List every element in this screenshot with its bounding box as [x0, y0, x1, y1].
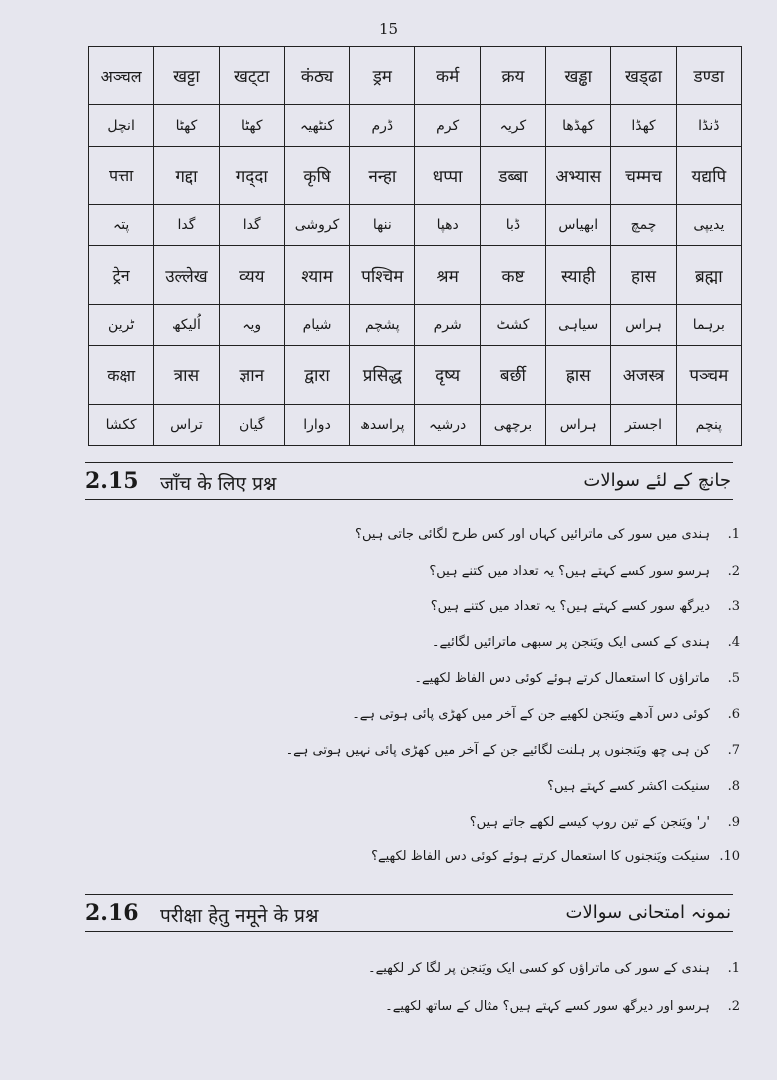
- section-number: 2.16: [85, 900, 139, 926]
- question-item: .5 ماتراؤں کا استعمال کرتے ہوئے کوئی دس الفاظ لکھیے۔: [414, 671, 740, 686]
- question-item: .10 سنیکت ویَنجنوں کا استعمال کرتے ہوئے کوئی دس الفاظ لکھیے؟: [371, 849, 740, 864]
- table-row: [89, 346, 742, 404]
- hindi-word-cell: डण्डा: [676, 47, 741, 105]
- urdu-word-cell: کرم: [415, 105, 480, 146]
- hindi-word-cell: ड्रम: [350, 47, 415, 105]
- urdu-word-cell: چمچ: [611, 205, 676, 246]
- urdu-word-cell: ڈنڈا: [676, 105, 741, 146]
- urdu-word-cell: ہراس: [611, 304, 676, 345]
- urdu-word-cell: گدا: [219, 205, 284, 246]
- urdu-word-cell: برہما: [676, 304, 741, 345]
- hindi-word-cell: पञ्चम: [676, 346, 741, 404]
- question-item: .1 ہندی کے سور کی ماتراؤں کو کسی ایک ویَنجن پر لگا کر لکھیے۔: [367, 961, 740, 976]
- hindi-word-cell: दृष्य: [415, 346, 480, 404]
- hindi-word-cell: यद्यपि: [676, 146, 741, 204]
- section-title-hindi: जाँच के लिए प्रश्न: [160, 473, 277, 495]
- hindi-word-cell: धप्पा: [415, 146, 480, 204]
- urdu-word-cell: ٹرین: [89, 304, 154, 345]
- hindi-word-cell: कक्षा: [89, 346, 154, 404]
- urdu-word-cell: ہراس: [546, 404, 611, 445]
- hindi-word-cell: व्यय: [219, 246, 284, 304]
- section-header-2-15: [85, 462, 733, 500]
- section-title-urdu: نمونہ امتحانی سوالات: [565, 902, 731, 923]
- hindi-word-cell: द्वारा: [284, 346, 349, 404]
- urdu-word-cell: کھٹا: [154, 105, 219, 146]
- urdu-word-cell: پراسدھ: [350, 404, 415, 445]
- hindi-word-cell: चम्मच: [611, 146, 676, 204]
- hindi-word-cell: ज्ञान: [219, 346, 284, 404]
- hindi-word-cell: श्रम: [415, 246, 480, 304]
- urdu-word-cell: درشیہ: [415, 404, 480, 445]
- urdu-word-cell: کریہ: [480, 105, 545, 146]
- hindi-word-cell: क्रय: [480, 47, 545, 105]
- hindi-word-cell: बर्छी: [480, 346, 545, 404]
- urdu-word-cell: ڈرم: [350, 105, 415, 146]
- urdu-word-cell: دوارا: [284, 404, 349, 445]
- hindi-word-cell: डब्बा: [480, 146, 545, 204]
- hindi-word-cell: ब्रह्मा: [676, 246, 741, 304]
- question-item: .7 کن ہی چھ ویَنجنوں پر ہلنت لگائیے جن کے آخر میں کھڑی پائی نہیں ہوتی ہے۔: [285, 743, 740, 758]
- hindi-word-cell: पत्ता: [89, 146, 154, 204]
- hindi-word-cell: कंठ्य: [284, 47, 349, 105]
- hindi-word-cell: त्रास: [154, 346, 219, 404]
- hindi-word-cell: खड्‌ढा: [611, 47, 676, 105]
- hindi-word-cell: कर्म: [415, 47, 480, 105]
- hindi-word-cell: ह्रास: [546, 346, 611, 404]
- hindi-word-cell: अञ्चल: [89, 47, 154, 105]
- urdu-word-cell: ڈبا: [480, 205, 545, 246]
- urdu-word-cell: کھڈھا: [546, 105, 611, 146]
- hindi-word-cell: ट्रेन: [89, 246, 154, 304]
- urdu-word-cell: کھٹا: [219, 105, 284, 146]
- section-number: 2.15: [85, 468, 139, 494]
- table-row: [89, 246, 742, 304]
- hindi-word-cell: गद्दा: [154, 146, 219, 204]
- urdu-word-cell: پتہ: [89, 205, 154, 246]
- urdu-word-cell: کھڈا: [611, 105, 676, 146]
- table-row: [89, 47, 742, 105]
- urdu-word-cell: کروشی: [284, 205, 349, 246]
- hindi-word-cell: उल्लेख: [154, 246, 219, 304]
- table-row: [89, 205, 742, 246]
- table-row: [89, 146, 742, 204]
- hindi-word-cell: पश्चिम: [350, 246, 415, 304]
- hindi-word-cell: अभ्यास: [546, 146, 611, 204]
- urdu-word-cell: انچل: [89, 105, 154, 146]
- page-number: 15: [378, 20, 399, 38]
- urdu-word-cell: یدیپی: [676, 205, 741, 246]
- urdu-word-cell: ابھیاس: [546, 205, 611, 246]
- question-item: .4 ہندی کے کسی ایک ویَنجن پر سبھی ماترائیں لگائیے۔: [431, 635, 740, 650]
- urdu-word-cell: دھپا: [415, 205, 480, 246]
- hindi-word-cell: प्रसिद्ध: [350, 346, 415, 404]
- urdu-word-cell: اجستر: [611, 404, 676, 445]
- question-item: .2 ہرسو اور دیرگھ سور کسے کہتے ہیں؟ مثال کے ساتھ لکھیے۔: [385, 999, 740, 1014]
- question-item: .6 کوئی دس آدھے ویَنجن لکھیے جن کے آخر میں کھڑی پائی ہوتی ہے۔: [352, 707, 740, 722]
- table-row: [89, 304, 742, 345]
- question-item: .2 ہرسو سور کسے کہتے ہیں؟ یہ تعداد میں کتنے ہیں؟: [429, 564, 740, 579]
- urdu-word-cell: ککشا: [89, 404, 154, 445]
- question-item: .3 دیرگھ سور کسے کہتے ہیں؟ یہ تعداد میں کتنے ہیں؟: [430, 599, 740, 614]
- table-row: [89, 105, 742, 146]
- urdu-word-cell: ویہ: [219, 304, 284, 345]
- urdu-word-cell: پنچم: [676, 404, 741, 445]
- section-title-hindi: परीक्षा हेतु नमूने के प्रश्न: [160, 905, 319, 927]
- urdu-word-cell: کشٹ: [480, 304, 545, 345]
- hindi-word-cell: कष्ट: [480, 246, 545, 304]
- urdu-word-cell: ننھا: [350, 205, 415, 246]
- question-item: .8 سنیکت اکشر کسے کہتے ہیں؟: [547, 779, 740, 794]
- urdu-word-cell: برچھی: [480, 404, 545, 445]
- hindi-word-cell: खड्ढा: [546, 47, 611, 105]
- hindi-word-cell: श्याम: [284, 246, 349, 304]
- urdu-word-cell: پشچم: [350, 304, 415, 345]
- urdu-word-cell: شیام: [284, 304, 349, 345]
- urdu-word-cell: تراس: [154, 404, 219, 445]
- urdu-word-cell: گدا: [154, 205, 219, 246]
- section-title-urdu: جانچ کے لئے سوالات: [583, 470, 731, 491]
- urdu-word-cell: گیان: [219, 404, 284, 445]
- question-item: .1 ہندی میں سور کی ماترائیں کہاں اور کس طرح لگائی جاتی ہیں؟: [355, 527, 740, 542]
- hindi-word-cell: कृषि: [284, 146, 349, 204]
- hindi-word-cell: गद्‌दा: [219, 146, 284, 204]
- hindi-word-cell: खट्टा: [154, 47, 219, 105]
- hindi-word-cell: अजस्त्र: [611, 346, 676, 404]
- hindi-word-cell: हास: [611, 246, 676, 304]
- hindi-word-cell: स्याही: [546, 246, 611, 304]
- urdu-word-cell: اُلیکھ: [154, 304, 219, 345]
- hindi-word-cell: खट्‌टा: [219, 47, 284, 105]
- hindi-word-cell: नन्हा: [350, 146, 415, 204]
- question-item: .9 'ر' ویَنجن کے تین روپ کیسے لکھے جاتے ہیں؟: [469, 815, 740, 830]
- urdu-word-cell: شرم: [415, 304, 480, 345]
- table-row: [89, 404, 742, 445]
- section-header-2-16: [85, 894, 733, 932]
- urdu-word-cell: سیاہی: [546, 304, 611, 345]
- letter-comparison-table: [88, 46, 742, 446]
- urdu-word-cell: کنٹھیہ: [284, 105, 349, 146]
